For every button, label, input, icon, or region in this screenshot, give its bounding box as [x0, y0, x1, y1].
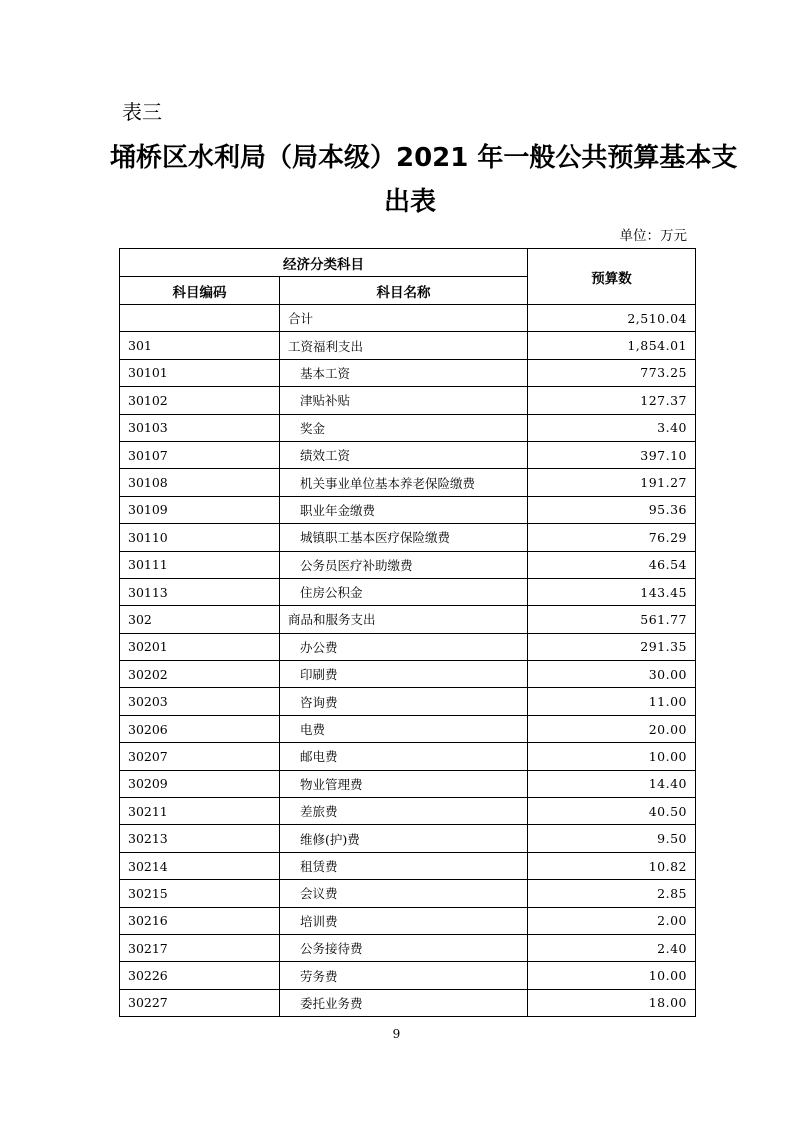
row-name: 合计 — [280, 305, 528, 332]
row-code: 30107 — [120, 441, 280, 468]
row-amount: 3.40 — [528, 414, 696, 441]
row-amount: 14.40 — [528, 770, 696, 797]
row-code: 30211 — [120, 798, 280, 825]
table-row — [120, 825, 696, 852]
table-row — [120, 551, 696, 578]
row-code: 30101 — [120, 359, 280, 386]
name-header: 科目名称 — [280, 277, 528, 305]
table-row — [120, 989, 696, 1016]
row-name: 商品和服务支出 — [280, 606, 528, 633]
row-amount: 561.77 — [528, 606, 696, 633]
row-name: 物业管理费 — [280, 770, 528, 797]
row-name: 培训费 — [280, 907, 528, 934]
table-row — [120, 469, 696, 496]
row-amount: 9.50 — [528, 825, 696, 852]
row-name: 机关事业单位基本养老保险缴费 — [280, 469, 528, 496]
budget-table — [119, 248, 696, 1017]
row-amount: 76.29 — [528, 524, 696, 551]
row-code: 301 — [120, 332, 280, 359]
row-code: 30217 — [120, 934, 280, 961]
row-name: 维修(护)费 — [280, 825, 528, 852]
row-name: 办公费 — [280, 633, 528, 660]
row-amount: 2,510.04 — [528, 305, 696, 332]
table-row — [120, 688, 696, 715]
table-row — [120, 743, 696, 770]
table-row — [120, 359, 696, 386]
row-amount: 191.27 — [528, 469, 696, 496]
row-name: 职业年金缴费 — [280, 496, 528, 523]
row-name: 租赁费 — [280, 852, 528, 879]
row-amount: 10.00 — [528, 743, 696, 770]
row-amount: 10.00 — [528, 962, 696, 989]
row-name: 差旅费 — [280, 798, 528, 825]
row-code: 30202 — [120, 661, 280, 688]
row-amount: 2.85 — [528, 880, 696, 907]
row-code: 30207 — [120, 743, 280, 770]
table-row — [120, 661, 696, 688]
row-code: 30209 — [120, 770, 280, 797]
table-row — [120, 524, 696, 551]
table-row — [120, 414, 696, 441]
row-code: 30113 — [120, 578, 280, 605]
row-amount: 18.00 — [528, 989, 696, 1016]
row-amount: 2.40 — [528, 934, 696, 961]
table-row — [120, 633, 696, 660]
table-row — [120, 798, 696, 825]
table-row — [120, 332, 696, 359]
table-row — [120, 880, 696, 907]
table-row — [120, 934, 696, 961]
row-name: 咨询费 — [280, 688, 528, 715]
row-code: 30102 — [120, 387, 280, 414]
table-row — [120, 852, 696, 879]
table-row — [120, 907, 696, 934]
row-code: 302 — [120, 606, 280, 633]
row-code: 30227 — [120, 989, 280, 1016]
row-amount: 95.36 — [528, 496, 696, 523]
row-code: 30214 — [120, 852, 280, 879]
page-number: 9 — [392, 1027, 401, 1041]
row-name: 委托业务费 — [280, 989, 528, 1016]
row-code: 30103 — [120, 414, 280, 441]
row-name: 邮电费 — [280, 743, 528, 770]
row-code: 30216 — [120, 907, 280, 934]
row-code: 30110 — [120, 524, 280, 551]
row-code: 30108 — [120, 469, 280, 496]
table-row — [120, 578, 696, 605]
row-name: 奖金 — [280, 414, 528, 441]
row-name: 津贴补贴 — [280, 387, 528, 414]
row-code: 30226 — [120, 962, 280, 989]
row-code: 30213 — [120, 825, 280, 852]
row-amount: 1,854.01 — [528, 332, 696, 359]
row-name: 劳务费 — [280, 962, 528, 989]
row-amount: 127.37 — [528, 387, 696, 414]
row-name: 电费 — [280, 715, 528, 742]
row-amount: 291.35 — [528, 633, 696, 660]
title-line-1: 埇桥区水利局（局本级）2021 年一般公共预算基本支 — [110, 143, 738, 173]
row-name: 公务员医疗补助缴费 — [280, 551, 528, 578]
row-code: 30215 — [120, 880, 280, 907]
row-code: 30203 — [120, 688, 280, 715]
row-code: 30109 — [120, 496, 280, 523]
row-name: 绩效工资 — [280, 441, 528, 468]
row-name: 印刷费 — [280, 661, 528, 688]
row-amount: 40.50 — [528, 798, 696, 825]
row-amount: 2.00 — [528, 907, 696, 934]
row-amount: 773.25 — [528, 359, 696, 386]
row-name: 基本工资 — [280, 359, 528, 386]
table-row — [120, 770, 696, 797]
row-amount: 46.54 — [528, 551, 696, 578]
row-name: 住房公积金 — [280, 578, 528, 605]
table-body — [120, 305, 696, 1017]
table-row — [120, 606, 696, 633]
header-row-group — [120, 249, 696, 277]
table-row — [120, 305, 696, 332]
unit-label: 单位：万元 — [619, 228, 687, 244]
row-name: 公务接待费 — [280, 934, 528, 961]
row-name: 城镇职工基本医疗保险缴费 — [280, 524, 528, 551]
table-row — [120, 962, 696, 989]
row-name: 会议费 — [280, 880, 528, 907]
table-row — [120, 441, 696, 468]
amount-header: 预算数 — [528, 249, 696, 305]
row-code: 30111 — [120, 551, 280, 578]
row-amount: 10.82 — [528, 852, 696, 879]
row-amount: 397.10 — [528, 441, 696, 468]
code-header: 科目编码 — [120, 277, 280, 305]
row-amount: 143.45 — [528, 578, 696, 605]
row-amount: 30.00 — [528, 661, 696, 688]
table-label: 表三 — [122, 100, 162, 124]
row-code: 30206 — [120, 715, 280, 742]
row-code: 30201 — [120, 633, 280, 660]
page-title — [110, 136, 738, 224]
table-row — [120, 496, 696, 523]
title-line-2: 出表 — [383, 187, 436, 217]
table-row — [120, 387, 696, 414]
table-row — [120, 715, 696, 742]
row-name: 工资福利支出 — [280, 332, 528, 359]
row-amount: 20.00 — [528, 715, 696, 742]
row-amount: 11.00 — [528, 688, 696, 715]
group-header: 经济分类科目 — [120, 249, 528, 277]
row-code — [120, 305, 280, 332]
